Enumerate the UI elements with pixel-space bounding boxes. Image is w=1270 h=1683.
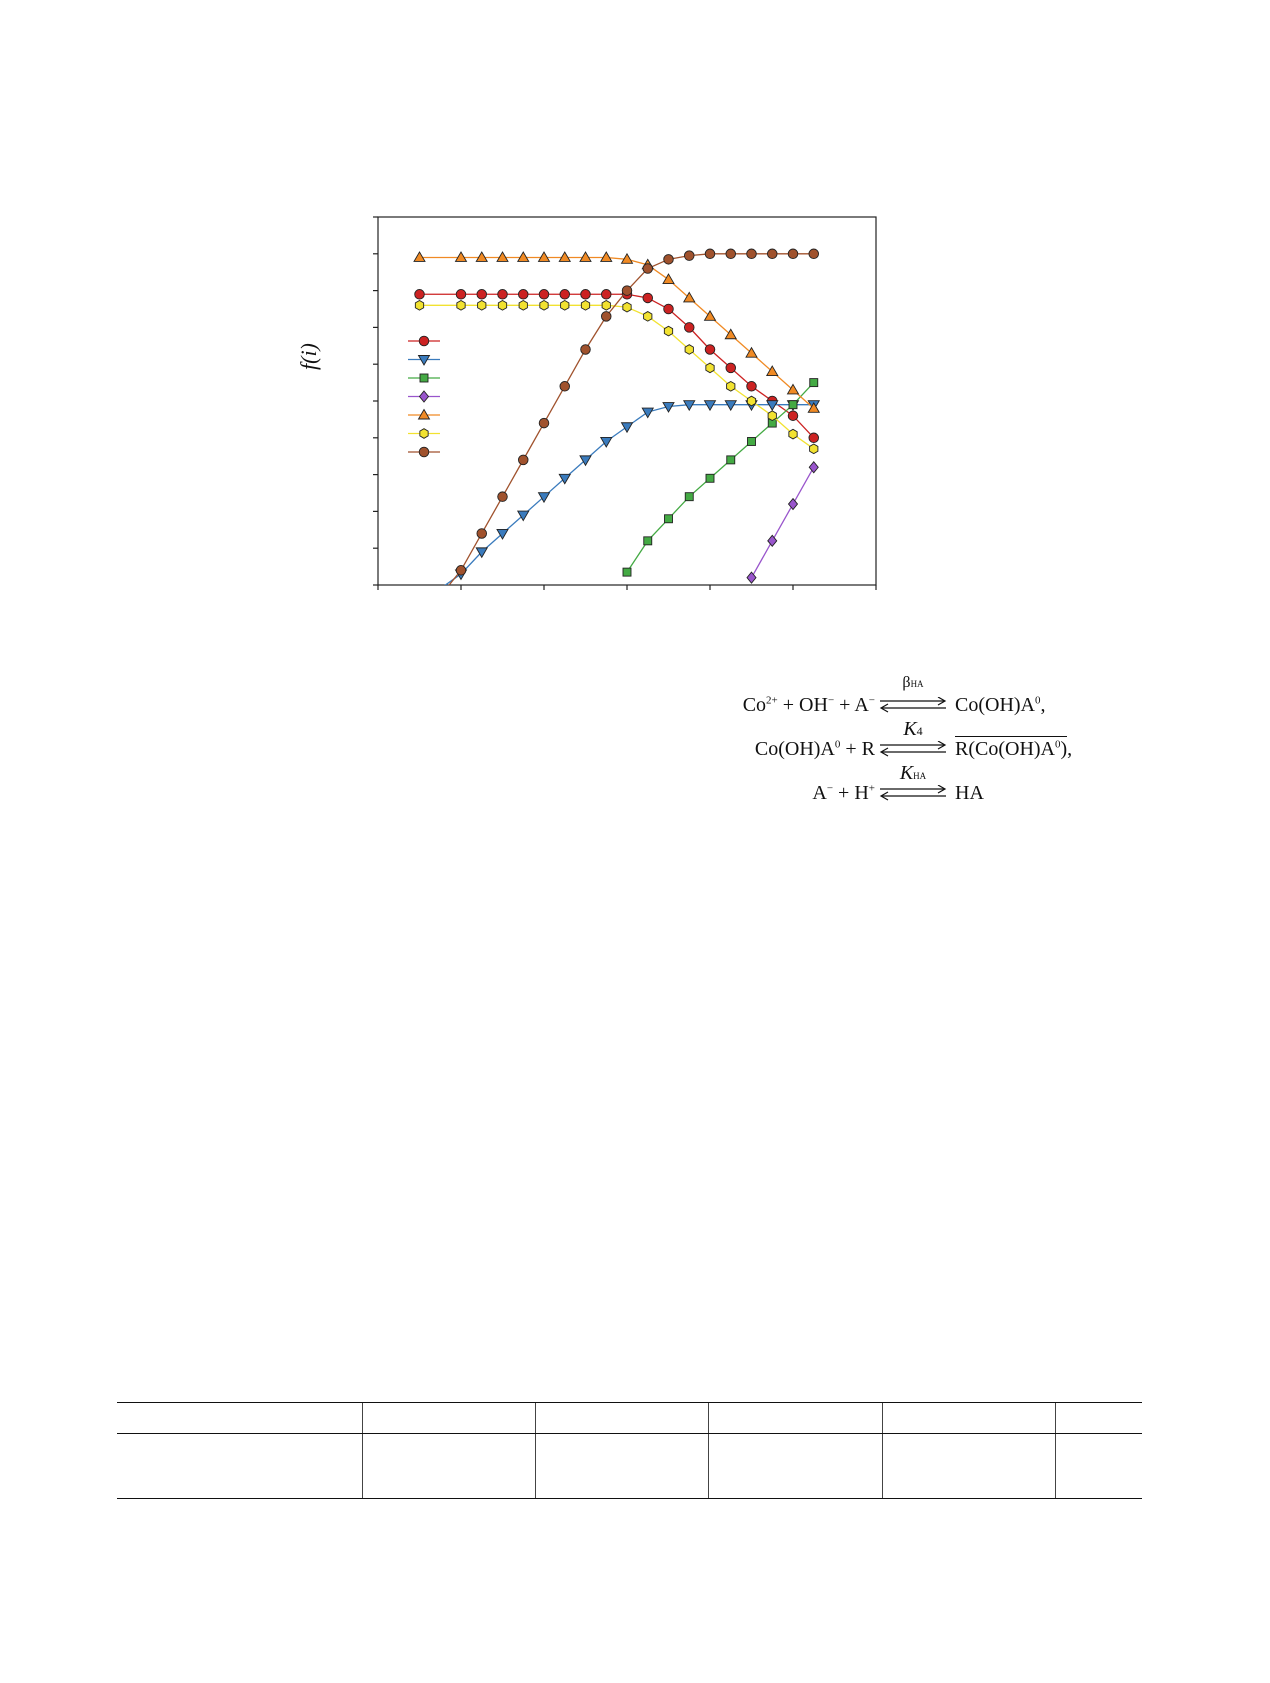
data-point-s7	[581, 345, 591, 355]
series-line-6	[420, 305, 814, 449]
data-point-s2	[414, 599, 425, 609]
data-point-s6	[498, 301, 506, 311]
data-point-s7	[456, 565, 466, 575]
table-cell	[536, 1434, 709, 1499]
data-point-s1	[788, 411, 798, 421]
data-point-s1	[498, 289, 508, 299]
data-point-s7	[601, 312, 611, 322]
data-point-s2	[642, 408, 653, 418]
data-point-s1	[705, 345, 715, 355]
data-point-s5	[518, 252, 529, 262]
data-point-s5	[539, 252, 550, 262]
equilibrium-arrow-icon	[878, 785, 948, 801]
data-point-s3	[727, 456, 735, 464]
legend	[408, 336, 440, 457]
data-point-s1	[581, 289, 591, 299]
data-point-s6	[810, 444, 818, 454]
table-header-cell	[117, 1403, 363, 1434]
table-cell	[1055, 1434, 1142, 1499]
data-point-s7	[539, 418, 549, 428]
data-point-s4	[747, 572, 756, 583]
data-point-s2	[622, 423, 633, 433]
table-header-cell	[1055, 1403, 1142, 1434]
data-point-s5	[559, 252, 570, 262]
data-point-s2	[705, 401, 716, 411]
y-axis-label: f(i)	[296, 343, 321, 370]
data-point-s2	[767, 401, 778, 411]
table-cell	[709, 1434, 882, 1499]
data-point-s1	[477, 289, 487, 299]
data-point-s6	[540, 301, 548, 311]
equation-3	[700, 762, 1060, 808]
data-point-s4	[768, 535, 777, 546]
data-point-s3	[789, 401, 797, 409]
series-line-1	[420, 294, 814, 438]
data-point-s7	[684, 251, 694, 261]
data-table	[117, 1402, 1142, 1499]
data-point-s1	[560, 289, 570, 299]
data-point-s1	[415, 289, 425, 299]
data-point-s7	[809, 249, 819, 259]
equilibrium-constant: KHA	[899, 762, 927, 784]
data-point-s1	[684, 323, 694, 333]
data-point-s6	[789, 429, 797, 439]
legend-marker-2	[419, 356, 430, 366]
data-point-s2	[725, 401, 736, 411]
data-point-s5	[663, 274, 674, 284]
data-point-s6	[581, 301, 589, 311]
data-point-s7	[747, 249, 757, 259]
equilibrium-arrow-icon	[878, 697, 948, 713]
table-header-cell	[709, 1403, 882, 1434]
equation-lhs: A− + H+	[812, 782, 875, 804]
equation-1	[700, 674, 1060, 720]
data-point-s6	[519, 301, 527, 311]
data-point-s5	[601, 252, 612, 262]
legend-marker-4	[420, 391, 429, 402]
data-point-s6	[685, 345, 693, 355]
data-point-s6	[727, 381, 735, 391]
plot-frame	[378, 217, 876, 585]
equilibrium-arrow-icon	[878, 741, 948, 757]
equation-rhs: HA	[955, 782, 984, 804]
equilibrium-constant: K4	[903, 718, 923, 740]
data-point-s5	[414, 252, 425, 262]
data-point-s7	[518, 455, 528, 465]
data-point-s6	[644, 312, 652, 322]
data-point-s5	[456, 252, 467, 262]
data-point-s1	[809, 433, 819, 443]
series-line-2	[420, 405, 814, 604]
data-point-s3	[810, 379, 818, 387]
equation-2	[700, 718, 1073, 764]
data-point-s7	[664, 255, 674, 265]
data-point-s1	[643, 293, 653, 303]
series-line-3	[627, 383, 814, 573]
data-point-s1	[726, 363, 736, 373]
table-header-row	[117, 1403, 1142, 1434]
data-point-s7	[788, 249, 798, 259]
equilibrium-constant: βHA	[902, 674, 924, 691]
data-point-s7	[767, 249, 777, 259]
legend-marker-6	[420, 429, 428, 439]
table-header-cell	[882, 1403, 1055, 1434]
data-point-s5	[497, 252, 508, 262]
data-point-s7	[622, 286, 632, 296]
chart-canvas	[290, 195, 910, 615]
data-point-s4	[809, 462, 818, 473]
data-point-s7	[560, 381, 570, 391]
equation-lhs: $Co^{2+} + OH^- + A^-$	[742, 694, 875, 716]
data-point-s5	[580, 252, 591, 262]
data-point-s7	[726, 249, 736, 259]
data-point-s3	[706, 474, 714, 482]
data-point-s1	[518, 289, 528, 299]
data-point-s6	[768, 411, 776, 421]
data-point-s7	[643, 264, 653, 274]
data-point-s6	[706, 363, 714, 373]
table-row	[117, 1434, 1142, 1499]
legend-marker-1	[419, 336, 429, 346]
series-group	[414, 249, 819, 615]
data-point-s6	[415, 301, 423, 311]
data-point-s3	[644, 537, 652, 545]
legend-marker-7	[419, 447, 429, 457]
data-point-s3	[685, 493, 693, 501]
data-point-s1	[456, 289, 466, 299]
data-point-s1	[747, 381, 757, 391]
data-point-s4	[789, 499, 798, 510]
equation-lhs: $Co(OH)A^0 + R$	[754, 738, 875, 760]
speciation-chart	[290, 195, 910, 615]
data-point-s6	[457, 301, 465, 311]
data-point-s6	[623, 302, 631, 312]
legend-marker-5	[419, 410, 430, 420]
table-cell	[882, 1434, 1055, 1499]
data-point-s1	[601, 289, 611, 299]
data-point-s7	[705, 249, 715, 259]
table-header-cell	[363, 1403, 536, 1434]
equation-rhs: $Co(OH)A^0$,	[955, 694, 1046, 716]
equation-rhs: $R(Co(OH)A^0)$,	[955, 738, 1073, 760]
table-cell	[117, 1434, 363, 1499]
data-point-s6	[602, 301, 610, 311]
data-point-s1	[539, 289, 549, 299]
data-point-s3	[665, 515, 673, 523]
legend-marker-3	[420, 374, 428, 382]
table-cell	[363, 1434, 536, 1499]
table-header-cell	[536, 1403, 709, 1434]
data-point-s7	[477, 529, 487, 539]
data-point-s7	[498, 492, 508, 502]
data-point-s6	[561, 301, 569, 311]
data-point-s3	[623, 568, 631, 576]
data-point-s6	[747, 396, 755, 406]
data-point-s5	[476, 252, 487, 262]
data-point-s1	[664, 304, 674, 314]
series-line-4	[752, 467, 814, 577]
data-point-s6	[478, 301, 486, 311]
data-point-s6	[664, 326, 672, 336]
data-point-s3	[748, 437, 756, 445]
